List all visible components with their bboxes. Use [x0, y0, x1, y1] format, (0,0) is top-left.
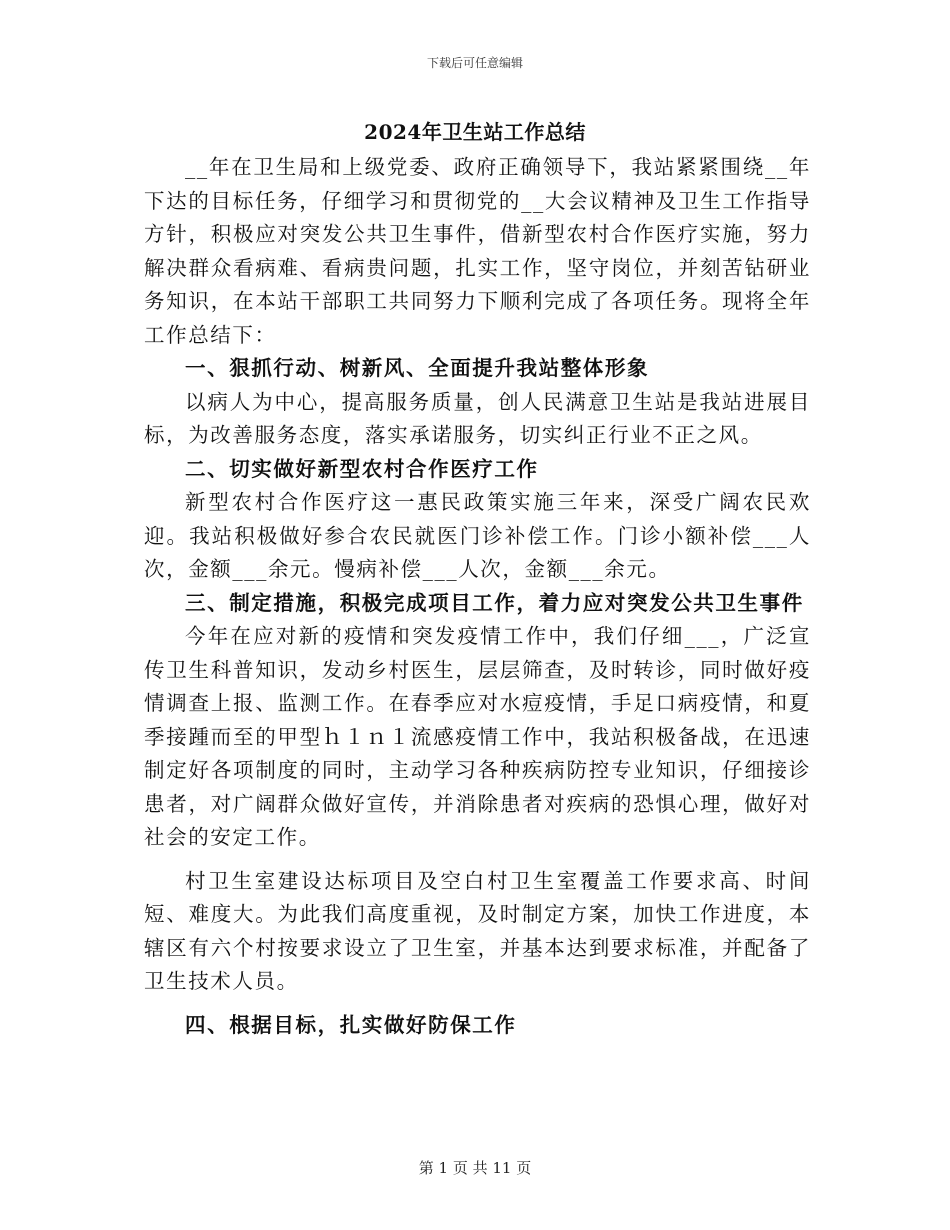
paragraph-spacer	[144, 999, 811, 1009]
section-1-paragraph-1: 以病人为中心，提高服务质量，创人民满意卫生站是我站进展目标，为改善服务态度，落实承诺服务，切实纠正行业不正之风。	[144, 389, 811, 447]
section-2-paragraph-1: 新型农村合作医疗这一惠民政策实施三年来，深受广阔农民欢迎。我站积极做好参合农民就医门诊补偿工作。门诊小额补偿___人次，金额___余元。慢病补偿___人次，金额___余元。	[144, 490, 811, 581]
section-heading-4: 四、根据目标，扎实做好防保工作	[185, 1012, 517, 1037]
section-3-paragraph-2: 村卫生室建设达标项目及空白村卫生室覆盖工作要求高、时间短、难度大。为此我们高度重视，及时制定方案，加快工作进度，本辖区有六个村按要求设立了卫生室，并基本达到要求标准，并配备了卫生技术人员。	[144, 868, 811, 993]
intro-paragraph: __年在卫生局和上级党委、政府正确领导下，我站紧紧围绕__年下达的目标任务，仔细学习和贯彻党的__大会议精神及卫生工作指导方针，积极应对突发公共卫生事件，借新型农村合作医疗实施，努力解决群众看病难、看病贵问题，扎实工作，坚守岗位，并刻苦钻研业务知识，在本站干部职工共同努力下顺利完成了各项任务。现将全年工作总结下：	[144, 155, 811, 347]
page-number-footer: 第 1 页 共 11 页	[418, 1159, 532, 1177]
section-heading-2: 二、切实做好新型农村合作医疗工作	[185, 456, 539, 481]
document-body	[144, 151, 811, 1042]
section-heading-3: 三、制定措施，积极完成项目工作，着力应对突发公共卫生事件	[185, 590, 804, 615]
paragraph-spacer	[144, 855, 811, 865]
section-heading-1: 一、狠抓行动、树新风、全面提升我站整体形象	[185, 356, 650, 380]
header-note: 下载后可任意编辑	[426, 56, 523, 70]
document-title: 2024年卫生站工作总结	[364, 120, 586, 144]
section-3-paragraph-1: 今年在应对新的疫情和突发疫情工作中，我们仔细___，广泛宣传卫生科普知识，发动乡村医生，层层筛查，及时转诊，同时做好疫情调查上报、监测工作。在春季应对水痘疫情，手足口病疫情，和夏季接踵而至的甲型ｈ１ｎ１流感疫情工作中，我站积极备战，在迅速制定好各项制度的同时，主动学习各种疾病防控专业知识，仔细接诊患者，对广阔群众做好宣传，并消除患者对疾病的恐惧心理，做好对社会的安定工作。	[144, 624, 811, 849]
